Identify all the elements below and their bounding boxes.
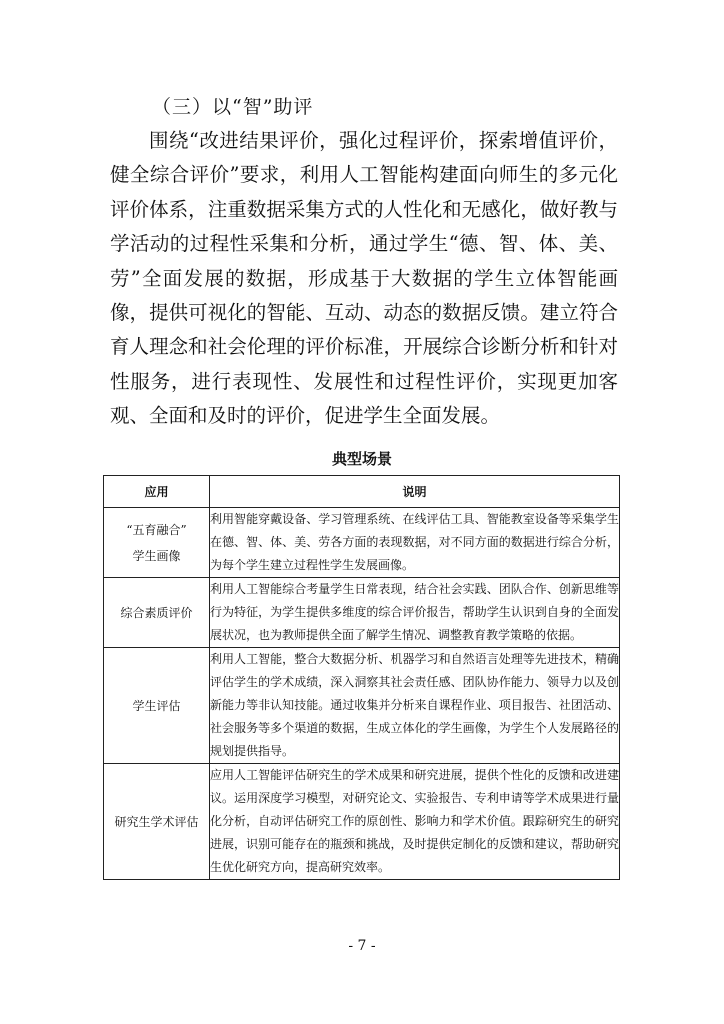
section-heading: （三）以“智”助评 xyxy=(152,96,314,118)
table-row xyxy=(104,508,620,578)
application-name-line1: “五育融合” xyxy=(126,522,187,537)
table-row xyxy=(104,764,620,880)
header-application: 应用 xyxy=(104,476,210,508)
table-title: 典型场景 xyxy=(331,450,392,468)
application-cell: 学生评估 xyxy=(104,648,210,764)
table-row xyxy=(104,578,620,648)
application-cell: 研究生学术评估 xyxy=(104,764,210,880)
description-cell: 利用人工智能综合考量学生日常表现，结合社会实践、团队合作、创新思维等行为特征，为学生提供多维度的综合评价报告，帮助学生认识到自身的全面发展状况，也为教师提供全面了解学生情况、调整教育教学策略的依据。 xyxy=(210,578,620,648)
description-cell: 利用智能穿戴设备、学习管理系统、在线评估工具、智能教室设备等采集学生在德、智、体、美、劳各方面的表现数据，对不同方面的数据进行综合分析，为每个学生建立过程性学生发展画像。 xyxy=(210,508,620,578)
description-cell: 利用人工智能，整合大数据分析、机器学习和自然语言处理等先进技术，精确评估学生的学术成绩，深入洞察其社会责任感、团队协作能力、领导力以及创新能力等非认知技能。通过收集并分析来自课程作业、项目报告、社团活动、社会服务等多个渠道的数据，生成立体化的学生画像，为学生个人发展路径的规划提供指导。 xyxy=(210,648,620,764)
application-cell xyxy=(104,508,210,578)
scenarios-table xyxy=(103,475,620,880)
application-name-line2: 学生画像 xyxy=(132,548,181,563)
table-row xyxy=(104,648,620,764)
table-header-row xyxy=(104,476,620,508)
page-number: - 7 - xyxy=(348,938,376,954)
section-paragraph: 围绕“改进结果评价，强化过程评价，探索增值评价，健全综合评价”要求，利用人工智能构建面向师生的多元化评价体系，注重数据采集方式的人性化和无感化，做好教与学活动的过程性采集和分析，通过学生“德、智、体、美、劳”全面发展的数据，形成基于大数据的学生立体智能画像，提供可视化的智能、互动、动态的数据反馈。建立符合育人理念和社会伦理的评价标准，开展综合诊断分析和针对性服务，进行表现性、发展性和过程性评价，实现更加客观、全面和及时的评价，促进学生全面发展。 xyxy=(110,129,618,428)
application-cell: 综合素质评价 xyxy=(104,578,210,648)
header-description: 说明 xyxy=(210,476,620,508)
description-cell: 应用人工智能评估研究生的学术成果和研究进展，提供个性化的反馈和改进建议。运用深度学习模型，对研究论文、实验报告、专利申请等学术成果进行量化分析，自动评估研究工作的原创性、影响力和学术价值。跟踪研究生的研究进展，识别可能存在的瓶颈和挑战，及时提供定制化的反馈和建议，帮助研究生优化研究方向，提高研究效率。 xyxy=(210,764,620,880)
